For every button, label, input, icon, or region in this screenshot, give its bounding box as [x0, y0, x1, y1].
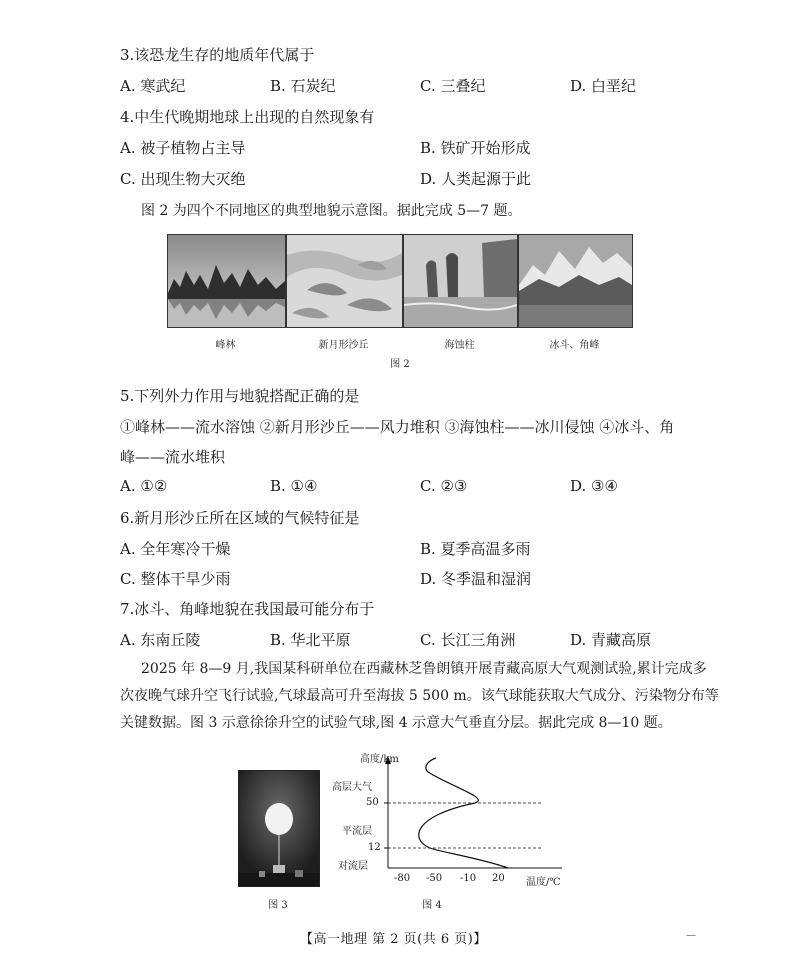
caption-sea-stack: 海蚀柱 — [444, 340, 475, 351]
q6-option-a: A. 全年寒冷干燥 — [120, 540, 231, 558]
q3-option-a: A. 寒武纪 — [120, 77, 186, 95]
caption-peak-forest: 峰林 — [215, 340, 236, 351]
photo-barchan-dunes — [286, 234, 403, 328]
ytick-50: 50 — [366, 797, 379, 808]
q6-option-d: D. 冬季温和湿润 — [420, 570, 532, 588]
q3-option-c: C. 三叠纪 — [420, 77, 486, 95]
layer-stratosphere: 平流层 — [342, 826, 372, 837]
q5-option-c: C. ②③ — [420, 477, 468, 495]
q4-option-a: A. 被子植物占主导 — [120, 139, 246, 157]
figure4-ylabel: 高度/km — [360, 754, 399, 765]
figure4-xlabel: 温度/℃ — [526, 877, 561, 888]
figure4-label: 图 4 — [422, 900, 442, 911]
figure2-label: 图 2 — [390, 359, 410, 370]
ytick-12: 12 — [368, 842, 381, 853]
corner-mark: — — [686, 930, 696, 941]
caption-barchan-dunes: 新月形沙丘 — [318, 340, 369, 351]
q5-option-a: A. ①② — [120, 477, 168, 495]
q6-option-b: B. 夏季高温多雨 — [420, 540, 531, 558]
intro-8-10-line1: 2025 年 8—9 月,我国某科研单位在西藏林芝鲁朗镇开展青藏高原大气观测试验,累计完成多 — [141, 661, 707, 677]
q4-option-c: C. 出现生物大灭绝 — [120, 170, 246, 188]
caption-cirque-horn: 冰斗、角峰 — [549, 340, 600, 351]
q3-option-b: B. 石炭纪 — [270, 77, 336, 95]
q3-option-d: D. 白垩纪 — [570, 77, 637, 95]
q3-stem: 3.该恐龙生存的地质年代属于 — [120, 46, 315, 64]
q5-option-b: B. ①④ — [270, 477, 318, 495]
q6-stem: 6.新月形沙丘所在区域的气候特征是 — [120, 509, 360, 527]
xtick-minus10: -10 — [460, 873, 477, 884]
q5-stem: 5.下列外力作用与地貌搭配正确的是 — [120, 387, 360, 405]
q5-statements-line2: 峰——流水堆积 — [120, 448, 226, 466]
intro-8-10-line3: 关键数据。图 3 示意徐徐升空的试验气球,图 4 示意大气垂直分层。据此完成 8—10 题。 — [120, 715, 672, 731]
q4-stem: 4.中生代晚期地球上出现的自然现象有 — [120, 108, 375, 126]
intro-5-7: 图 2 为四个不同地区的典型地貌示意图。据此完成 5—7 题。 — [141, 203, 522, 219]
layer-upper-atmosphere: 高层大气 — [332, 782, 372, 793]
atmosphere-layer-chart — [330, 750, 580, 890]
q7-stem: 7.冰斗、角峰地貌在我国最可能分布于 — [120, 600, 375, 618]
q7-option-d: D. 青藏高原 — [570, 631, 652, 649]
xtick-minus80: -80 — [394, 873, 411, 884]
photo-sea-stack — [403, 234, 518, 328]
temperature-curve — [419, 758, 508, 868]
figure3-label: 图 3 — [268, 900, 288, 911]
page-footer: 【高一地理 第 2 页(共 6 页)】 — [300, 932, 487, 947]
q4-option-d: D. 人类起源于此 — [420, 170, 532, 188]
intro-8-10-line2: 次夜晚气球升空飞行试验,气球最高可升至海拔 5 500 m。该气球能获取大气成分、污染物分布等 — [120, 688, 719, 704]
xtick-minus50: -50 — [426, 873, 443, 884]
layer-troposphere: 对流层 — [338, 861, 368, 872]
xtick-20: 20 — [492, 873, 505, 884]
q7-option-b: B. 华北平原 — [270, 631, 351, 649]
photo-weather-balloon — [238, 770, 320, 887]
photo-peak-forest — [167, 234, 286, 328]
q4-option-b: B. 铁矿开始形成 — [420, 139, 531, 157]
q7-option-a: A. 东南丘陵 — [120, 631, 201, 649]
q5-option-d: D. ③④ — [570, 477, 618, 495]
q6-option-c: C. 整体干旱少雨 — [120, 570, 231, 588]
photo-cirque-horn — [518, 234, 633, 328]
q7-option-c: C. 长江三角洲 — [420, 631, 516, 649]
q5-statements-line1: ①峰林——流水溶蚀 ②新月形沙丘——风力堆积 ③海蚀柱——冰川侵蚀 ④冰斗、角 — [120, 418, 675, 436]
